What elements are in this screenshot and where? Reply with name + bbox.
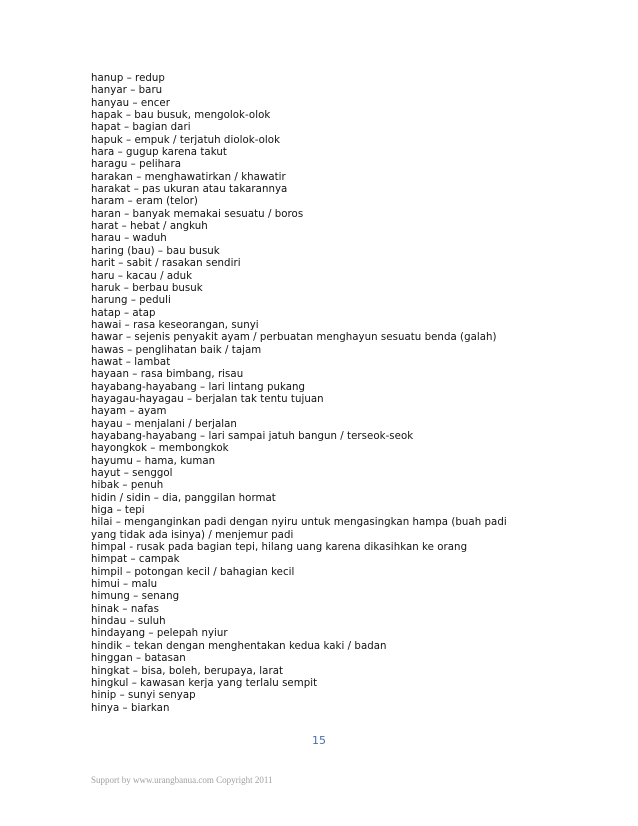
dictionary-entry: harit – sabit / rasakan sendiri <box>91 258 241 270</box>
dictionary-entry: hindayang – pelepah nyiur <box>91 628 228 640</box>
footer-copyright: Support by www.urangbanua.com Copyright 2011 <box>91 775 273 785</box>
dictionary-entry: himung – senang <box>91 591 180 603</box>
dictionary-entry: haruk – berbau busuk <box>91 282 203 294</box>
dictionary-entry: hatap – atap <box>91 307 156 319</box>
dictionary-entry: hawat – lambat <box>91 356 171 368</box>
dictionary-entry: hawar – sejenis penyakit ayam / perbuatan menghayun sesuatu benda (galah) <box>91 332 497 344</box>
dictionary-entry: hanyau – encer <box>91 97 170 109</box>
dictionary-entry: hanup – redup <box>91 73 165 84</box>
dictionary-entry: hawai – rasa keseorangan, sunyi <box>91 319 259 331</box>
dictionary-entry: hibak – penuh <box>91 480 164 492</box>
dictionary-entry: harat – hebat / angkuh <box>91 221 208 233</box>
dictionary-entry: hara – gugup karena takut <box>91 147 227 159</box>
dictionary-entry-list <box>91 73 561 715</box>
dictionary-entry: hayut – senggol <box>91 468 173 479</box>
dictionary-entry: harau – waduh <box>91 233 167 245</box>
dictionary-entry: hinya – biarkan <box>91 702 170 714</box>
dictionary-entry: haragu – pelihara <box>91 159 182 171</box>
dictionary-entry: himpat – campak <box>91 554 180 566</box>
dictionary-entry: hinggan – batasan <box>91 653 186 665</box>
dictionary-entry: hayagau-hayagau – berjalan tak tentu tujuan <box>91 393 324 405</box>
dictionary-entry: harakan – menghawatirkan / khawatir <box>91 171 286 183</box>
dictionary-entry: himpal - rusak pada bagian tepi, hilang uang karena dikasihkan ke orang <box>91 542 468 554</box>
dictionary-entry: haring (bau) – bau busuk <box>91 245 220 257</box>
dictionary-entry: hapat – bagian dari <box>91 122 191 134</box>
dictionary-entry: hindik – tekan dengan menghentakan kedua kaki / badan <box>91 640 387 652</box>
dictionary-entry: higa – tepi <box>91 505 145 517</box>
dictionary-entry: haru – kacau / aduk <box>91 270 193 282</box>
dictionary-entry: hingkat – bisa, boleh, berupaya, larat <box>91 665 284 677</box>
dictionary-entry: hayau – menjalani / berjalan <box>91 418 237 430</box>
dictionary-entry: harakat – pas ukuran atau takarannya <box>91 184 288 196</box>
dictionary-entry: hilai – menganginkan padi dengan nyiru untuk mengasingkan hampa (buah padi yang tidak ada isinya) / menjemur padi <box>91 517 507 541</box>
dictionary-entry: hayongkok – membongkok <box>91 443 229 455</box>
dictionary-entry: hapuk – empuk / terjatuh diolok-olok <box>91 134 281 146</box>
dictionary-entry: hayam – ayam <box>91 406 167 418</box>
dictionary-entry: himpil – potongan kecil / bahagian kecil <box>91 566 295 578</box>
dictionary-entry: himui – malu <box>91 579 158 591</box>
dictionary-entry: hindau – suluh <box>91 616 166 628</box>
dictionary-entry: hanyar – baru <box>91 85 163 97</box>
dictionary-entry: hayabang-hayabang – lari lintang pukang <box>91 381 306 393</box>
dictionary-entry: harung – peduli <box>91 295 171 307</box>
dictionary-entry: haram – eram (telor) <box>91 196 198 208</box>
dictionary-entry: hingkul – kawasan kerja yang terlalu sempit <box>91 677 318 689</box>
dictionary-entry: hinak – nafas <box>91 603 159 615</box>
dictionary-entry: hapak – bau busuk, mengolok-olok <box>91 110 271 122</box>
dictionary-entry: hinip – sunyi senyap <box>91 690 196 702</box>
dictionary-entry: hayaan – rasa bimbang, risau <box>91 369 244 381</box>
dictionary-entry: hidin / sidin – dia, panggilan hormat <box>91 492 276 504</box>
dictionary-entry: haran – banyak memakai sesuatu / boros <box>91 208 304 220</box>
dictionary-entry: hawas – penglihatan baik / tajam <box>91 344 262 356</box>
dictionary-entry: hayabang-hayabang – lari sampai jatuh bangun / terseok-seok <box>91 430 414 442</box>
dictionary-entry: hayumu – hama, kuman <box>91 455 216 467</box>
page-number: 15 <box>312 734 326 747</box>
